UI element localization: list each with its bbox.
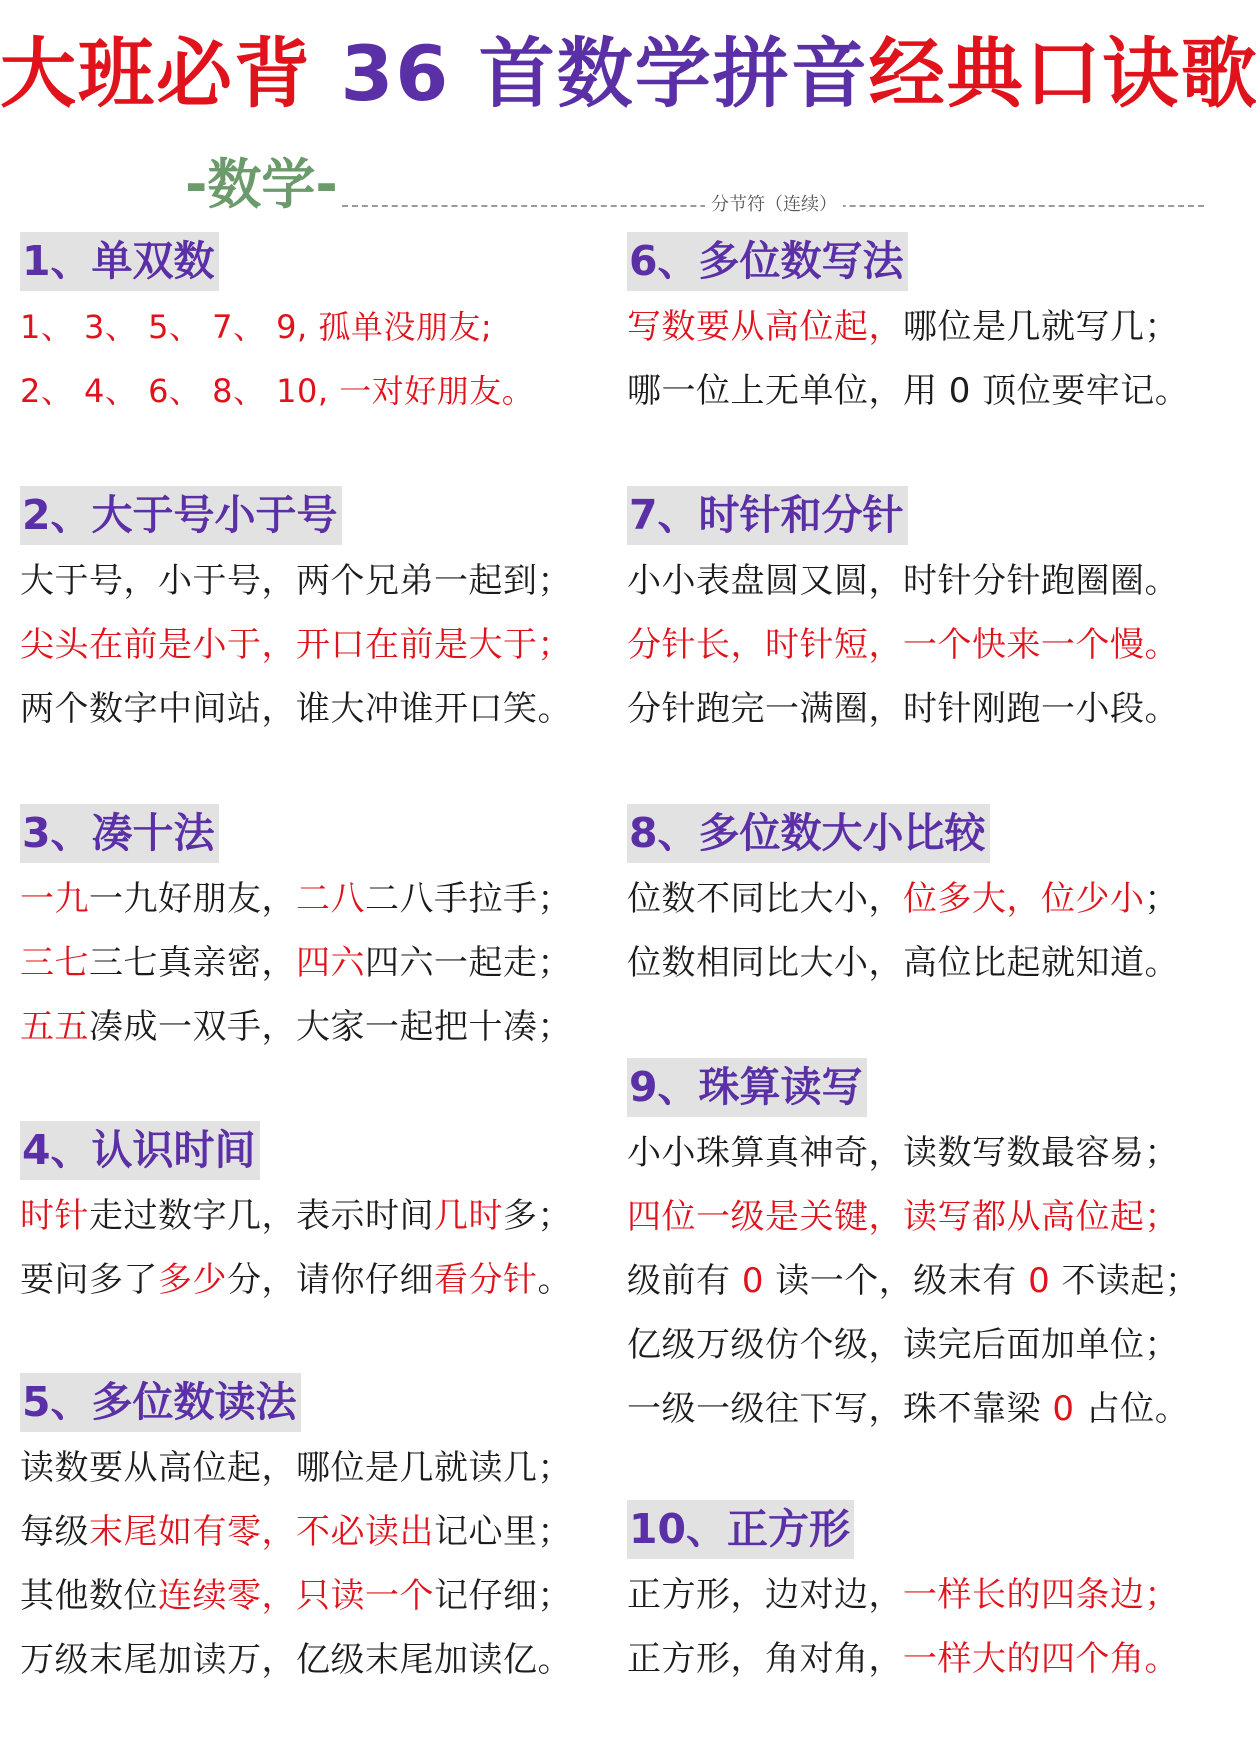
verse-line [627, 677, 1197, 741]
verse-line [20, 1628, 590, 1692]
section-title: 10、正方形 [627, 1500, 854, 1559]
highlighted-text: 写数要从高位起， [627, 307, 903, 347]
verse-line [20, 995, 590, 1059]
verse-text: 四六一起走； [365, 943, 572, 983]
verse-text: 不读起； [1050, 1261, 1200, 1301]
subject-heading: -数学- [185, 153, 338, 216]
verse-text: 一级一级往下写，珠不靠梁 [627, 1389, 1053, 1429]
verse-text: 多； [503, 1196, 572, 1236]
verse-text: 分，请你仔细 [227, 1260, 434, 1300]
highlighted-text: 五五 [20, 1007, 89, 1047]
verse-line [20, 931, 590, 995]
highlighted-text: 连续零，只读一个 [158, 1576, 434, 1616]
verse-text: 凑成一双手，大家一起把十凑； [89, 1007, 572, 1047]
section-9 [627, 1058, 1200, 1441]
section-title: 7、时针和分针 [627, 486, 908, 545]
verse-line [627, 867, 1197, 931]
verse-text: 位数相同比大小，高位比起就知道。 [627, 943, 1179, 983]
verse-text: 。 [537, 1260, 572, 1300]
verse-line [20, 359, 590, 423]
verse-line [20, 549, 590, 613]
verse-text: 正方形，边对边， [627, 1575, 903, 1615]
highlighted-text: 0 [741, 1261, 764, 1301]
section-title: 2、大于号小于号 [20, 486, 342, 545]
verse-text: 每级 [20, 1512, 89, 1552]
verse-line [20, 1564, 590, 1628]
verse-line [20, 867, 590, 931]
verse-line [627, 1377, 1197, 1441]
highlighted-text: 一样大的四个角。 [903, 1639, 1179, 1679]
verse-text: 其他数位 [20, 1576, 158, 1616]
verse-line [20, 1500, 590, 1564]
section-break-label: 分节符（连续） [705, 194, 843, 216]
verse-line [627, 359, 1197, 423]
verse-line [627, 613, 1197, 677]
verse-line [627, 1249, 1200, 1313]
highlighted-text: 分针长，时针短，一个快来一个慢。 [627, 625, 1179, 665]
title-part-1: 大班必背 [0, 29, 312, 118]
verse-text: 万级末尾加读万，亿级末尾加读亿。 [20, 1640, 572, 1680]
verse-text: 哪位是几就写几； [903, 307, 1179, 347]
highlighted-text: 0 [1028, 1261, 1051, 1301]
section-8 [627, 804, 1197, 995]
verse-line [627, 1563, 1197, 1627]
verse-text: 读数要从高位起，哪位是几就读几； [20, 1448, 572, 1488]
verse-text: 小小表盘圆又圆，时针分针跑圈圈。 [627, 561, 1179, 601]
highlighted-text: 多少 [158, 1260, 227, 1300]
verse-text: 亿级万级仿个级，读完后面加单位； [627, 1325, 1179, 1365]
verse-line [20, 295, 590, 359]
verse-line [20, 1184, 590, 1248]
verse-text: 级前有 [627, 1261, 742, 1301]
verse-text: 正方形，角对角， [627, 1639, 903, 1679]
verse-line [627, 295, 1197, 359]
verse-text: 记心里； [434, 1512, 572, 1552]
verse-text: 读一个，级末有 [763, 1261, 1029, 1301]
verse-line [20, 677, 590, 741]
highlighted-text: 时针 [20, 1196, 89, 1236]
verse-text: 位数不同比大小， [627, 879, 903, 919]
verse-text: 记仔细； [434, 1576, 572, 1616]
highlighted-text: 四六 [296, 943, 365, 983]
verse-text: 三七真亲密， [89, 943, 296, 983]
highlighted-text: 一样长的四条边； [903, 1575, 1179, 1615]
highlighted-text: 0 [1052, 1389, 1075, 1429]
section-title: 1、单双数 [20, 232, 219, 291]
title-part-3: 经典口诀歌 [868, 29, 1259, 118]
title-part-2: 36 首数学拼音 [340, 29, 869, 118]
page-title [0, 29, 1259, 118]
verse-text: 走过数字几，表示时间 [89, 1196, 434, 1236]
section-title: 3、凑十法 [20, 804, 219, 863]
verse-line [20, 613, 590, 677]
verse-line [627, 549, 1197, 613]
highlighted-text: 看分针 [434, 1260, 538, 1300]
highlighted-text: 1、 3、 5、 7、 9, 孤单没朋友; [20, 308, 493, 346]
highlighted-text: 位多大，位少小 [903, 879, 1145, 919]
verse-line [627, 1313, 1197, 1377]
verse-text: 小小珠算真神奇，读数写数最容易； [627, 1133, 1179, 1173]
section-4 [20, 1121, 590, 1312]
section-title: 9、珠算读写 [627, 1058, 867, 1117]
section-5 [20, 1373, 590, 1692]
verse-text: 占位。 [1074, 1389, 1190, 1429]
verse-line [20, 1436, 590, 1500]
section-10 [627, 1500, 1197, 1691]
verse-text: 二八手拉手； [365, 879, 572, 919]
section-7 [627, 486, 1197, 741]
highlighted-text: 几时 [434, 1196, 503, 1236]
highlighted-text: 尖头在前是小于，开口在前是大于； [20, 625, 572, 665]
highlighted-text: 2、 4、 6、 8、 10, 一对好朋友。 [20, 372, 535, 410]
section-title: 5、多位数读法 [20, 1373, 301, 1432]
verse-line [627, 931, 1197, 995]
verse-text: ； [1144, 879, 1179, 919]
verse-line [627, 1121, 1197, 1185]
highlighted-text: 一九 [20, 879, 89, 919]
verse-line [20, 1248, 590, 1312]
verse-line [627, 1627, 1197, 1691]
highlighted-text: 二八 [296, 879, 365, 919]
section-6 [627, 232, 1197, 423]
verse-text: 分针跑完一满圈，时针刚跑一小段。 [627, 689, 1179, 729]
section-2 [20, 486, 590, 741]
section-title: 8、多位数大小比较 [627, 804, 990, 863]
verse-line [627, 1185, 1197, 1249]
highlighted-text: 三七 [20, 943, 89, 983]
verse-text: 两个数字中间站，谁大冲谁开口笑。 [20, 689, 572, 729]
section-title: 4、认识时间 [20, 1121, 260, 1180]
verse-text: 哪一位上无单位，用 0 顶位要牢记。 [627, 371, 1190, 411]
section-3 [20, 804, 590, 1059]
section-title: 6、多位数写法 [627, 232, 908, 291]
highlighted-text: 末尾如有零，不必读出 [89, 1512, 434, 1552]
verse-text: 要问多了 [20, 1260, 158, 1300]
verse-text: 一九好朋友， [89, 879, 296, 919]
highlighted-text: 四位一级是关键，读写都从高位起； [627, 1197, 1179, 1237]
verse-text: 大于号，小于号，两个兄弟一起到； [20, 561, 572, 601]
section-1 [20, 232, 590, 423]
